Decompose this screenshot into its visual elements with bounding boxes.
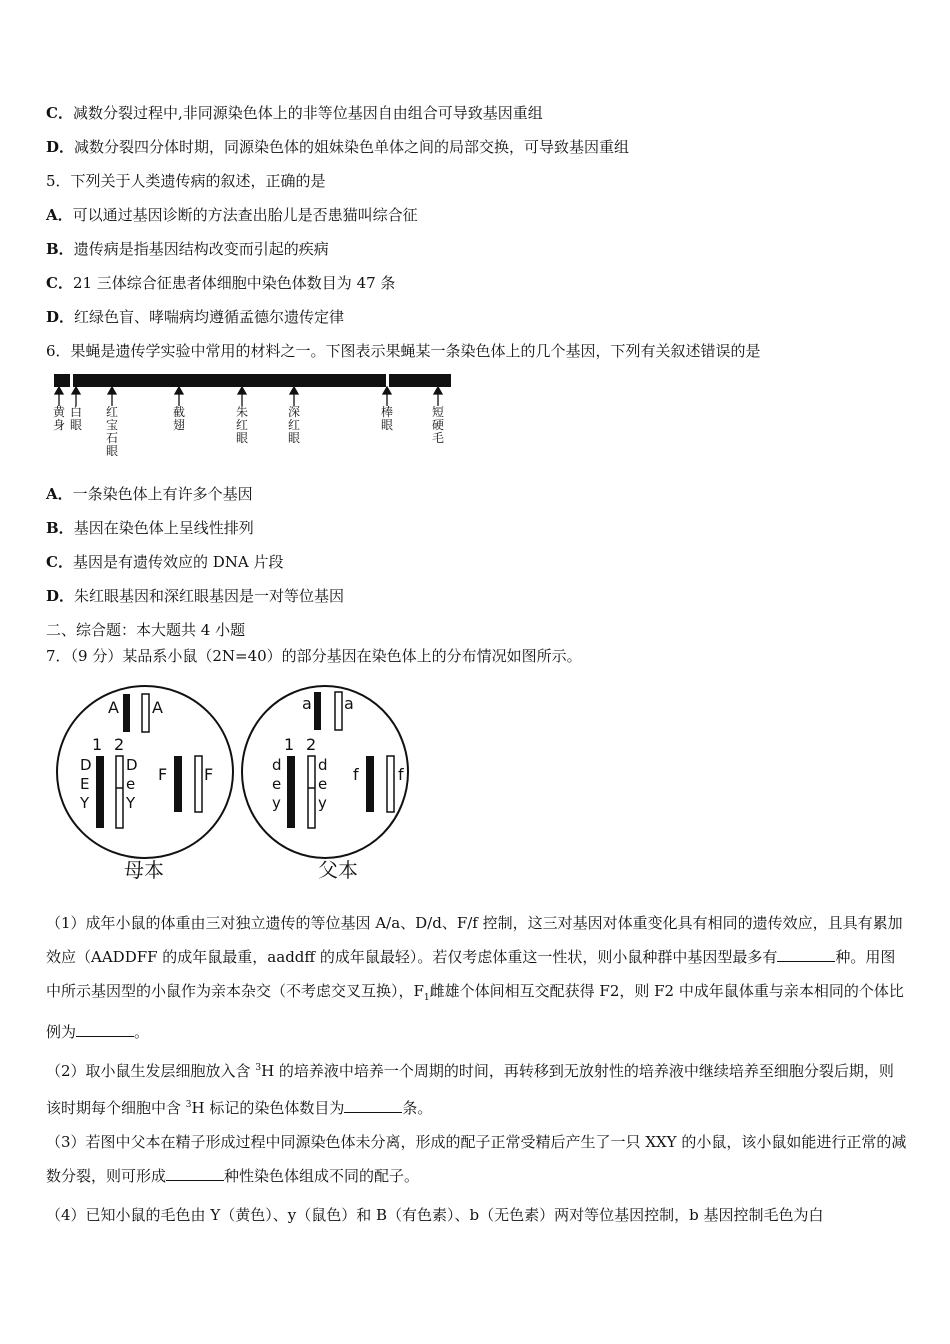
gene-label-ruby-eye: 红宝石眼 [105, 405, 118, 458]
gene-label-white-eye: 白眼 [69, 405, 82, 432]
mother-gene-F-left: F [158, 765, 168, 784]
father-gene-f-right: f [398, 765, 404, 784]
mother-gene-A-right: A [152, 698, 163, 717]
gene-label-vermilion-eye: 朱红眼 [235, 405, 248, 445]
mother-gene-A-left: A [108, 698, 119, 717]
father-chrom-number-1: 1 [284, 735, 295, 754]
father-label: 父本 [318, 858, 358, 882]
q5-option-b: B．遗传病是指基因结构改变而引起的疾病 [46, 240, 329, 258]
section-2-heading: 二、综合题：本大题共 4 小题 [46, 621, 246, 639]
answer-blank[interactable] [166, 1164, 224, 1181]
q6-option-a: A．一条染色体上有许多个基因 [46, 485, 253, 503]
answer-blank[interactable] [344, 1096, 402, 1113]
mother-gene-F-right: F [204, 765, 214, 784]
father-chrom1-genes: d e y [272, 756, 282, 812]
father-gene-a-right: a [344, 694, 354, 713]
q6-option-b: B．基因在染色体上呈线性排列 [46, 519, 254, 537]
question-7-stem: 7．（9 分）某品系小鼠（2N=40）的部分基因在染色体上的分布情况如图所示。 [46, 647, 582, 665]
answer-blank[interactable] [777, 945, 835, 962]
mother-chrom2-genes: D e Y [126, 756, 138, 812]
q7-part-4: （4）已知小鼠的毛色由 Y（黄色）、y（鼠色）和 B（有色素）、b（无色素）两对等位基因控制，b 基因控制毛色为白 [46, 1206, 824, 1224]
father-gene-a-left: a [302, 694, 312, 713]
father-gene-f-left: f [353, 765, 359, 784]
gene-label-carmine-eye: 深红眼 [287, 405, 300, 445]
q6-option-d: D．朱红眼基因和深红眼基因是一对等位基因 [46, 587, 345, 605]
q7-part-2: （2）取小鼠生发层细胞放入含 $^3$H 的培养液中培养一个周期的时间，再转移到无放射性的培养液中继续培养至细胞分裂后期，则该时期每个细胞中含 $^3$H 标记的染色体数目为 条。 [46, 1062, 894, 1117]
mother-chrom-number-2: 2 [114, 735, 125, 754]
q5-option-a: A．可以通过基因诊断的方法查出胎儿是否患猫叫综合征 [46, 206, 418, 224]
q5-option-d: D．红绿色盲、哮喘病均遵循孟德尔遗传定律 [46, 308, 345, 326]
option-c-prev: C．减数分裂过程中,非同源染色体上的非等位基因自由组合可导致基因重组 [46, 104, 543, 122]
father-chrom-number-2: 2 [306, 735, 317, 754]
mother-chrom1-genes: D E Y [80, 756, 92, 812]
question-6: 6．果蝇是遗传学实验中常用的材料之一。下图表示果蝇某一条染色体上的几个基因，下列有关叙述错误的是 [46, 342, 761, 360]
mother-label: 母本 [124, 858, 164, 882]
father-chrom2-genes: d e y [318, 756, 328, 812]
gene-label-cut-wing: 截翅 [172, 405, 185, 432]
question-5: 5．下列关于人类遗传病的叙述，正确的是 [46, 172, 326, 190]
q7-part-3: （3）若图中父本在精子形成过程中同源染色体未分离，形成的配子正常受精后产生了一只 XXY 的小鼠，该小鼠如能进行正常的减数分裂，则可形成 种性染色体组成不同的配子。 [46, 1133, 907, 1185]
gene-label-bar-eye: 棒眼 [380, 405, 393, 432]
q6-option-c: C．基因是有遗传效应的 DNA 片段 [46, 553, 284, 571]
q7-part-1: （1）成年小鼠的体重由三对独立遗传的等位基因 A/a、D/d、F/f 控制，这三对基因对体重变化具有相同的遗传效应，且具有累加效应（AADDFF 的成年鼠最重，aaddff 的成年鼠最轻）。若仅考虑体重这一性状，则小鼠种群中基因型最多有 种。用图中所示基因型的小鼠作为亲本杂交（不考虑交叉互换），$F_1$雌雄个体间相互交配获得 F2，则 F2 中成年鼠体重与亲本相同的个体比例为 。 [46, 914, 904, 1041]
gene-label-yellow-body: 黄身 [52, 405, 65, 432]
q5-option-c: C．21 三体综合征患者体细胞中染色体数目为 47 条 [46, 274, 396, 292]
option-d-prev: D．减数分裂四分体时期，同源染色体的姐妹染色单体之间的局部交换，可导致基因重组 [46, 138, 630, 156]
gene-label-short-bristle: 短硬毛 [431, 405, 444, 445]
mother-chrom-number-1: 1 [92, 735, 103, 754]
answer-blank[interactable] [76, 1020, 134, 1037]
